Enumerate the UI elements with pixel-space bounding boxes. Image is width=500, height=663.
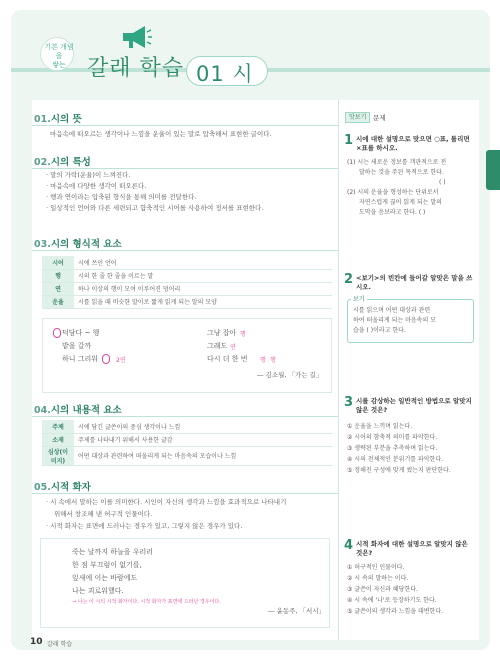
example-box-line: 시를 읽으며 어떤 대상과 관련 bbox=[353, 307, 431, 314]
lesson-title: 01 시 bbox=[196, 62, 254, 86]
table-row bbox=[42, 295, 332, 308]
list-item: · 일상적인 언어와 다른 세련되고 함축적인 시어를 사용하여 정서를 표현한다. bbox=[46, 204, 264, 212]
choice-item[interactable]: ② 시 속의 말하는 이다. bbox=[347, 575, 409, 582]
divider bbox=[32, 250, 338, 251]
section-3-title bbox=[34, 236, 122, 250]
poem-mark: 행 bbox=[260, 357, 266, 364]
practice-tag-title: 문제 bbox=[373, 114, 386, 122]
table-value: 주제를 나타내기 위해서 사용한 글감 bbox=[74, 433, 332, 446]
content-elements-table bbox=[42, 420, 332, 466]
table-key: 시어 bbox=[42, 256, 74, 269]
table-key: 소재 bbox=[42, 433, 74, 446]
poem-mark: 행 bbox=[270, 357, 276, 364]
choice-item[interactable]: ⑤ 정해진 구성에 맞게 썼는지 판단한다. bbox=[347, 467, 451, 474]
section-2-title bbox=[34, 154, 91, 168]
question-1-item: (2) 시의 운율을 형성하는 단위로서 bbox=[347, 189, 439, 196]
table-row bbox=[42, 420, 332, 433]
poem-line: 다시 더 한 번 bbox=[207, 355, 248, 363]
section-4-num: 04. bbox=[34, 405, 51, 416]
choice-item[interactable]: ③ 글쓴이 자신과 혜당한다. bbox=[347, 586, 418, 593]
choice-item[interactable]: ① 허구적인 인물이다. bbox=[347, 564, 405, 571]
list-item-continued: 위해서 창조해 낸 허구적 인물이다. bbox=[54, 510, 153, 518]
page-title: 갈래 학습 bbox=[87, 56, 185, 81]
table-row bbox=[42, 446, 332, 465]
rhythm-circle bbox=[102, 354, 110, 364]
poem-mark: 행 bbox=[240, 331, 246, 338]
section-5-heading: 시적 화자 bbox=[50, 482, 91, 493]
form-elements-table bbox=[42, 256, 332, 309]
poem-line: 나는 괴로워했다. bbox=[72, 587, 124, 595]
choice-item[interactable]: ② 시어의 함축적 의미를 파악한다. bbox=[347, 434, 438, 441]
section-1-num: 01. bbox=[34, 114, 51, 125]
question-4-number: 4 bbox=[344, 538, 354, 553]
example-box-label: 보기 bbox=[353, 296, 365, 303]
poem-line: 그래도 bbox=[207, 342, 228, 350]
poem-line: 그냥 잡아 bbox=[207, 329, 237, 337]
choice-item[interactable]: ③ 생략된 부분을 추측하며 읽는다. bbox=[347, 445, 438, 452]
practice-panel bbox=[338, 100, 479, 640]
badge-text bbox=[44, 43, 74, 70]
divider bbox=[32, 168, 338, 169]
practice-tag: 맛보기 bbox=[345, 112, 370, 123]
question-1-item: (1) 시는 새로운 정보를 객관적으로 전 bbox=[347, 159, 447, 166]
list-item-text: 시 속에서 말하는 이를 의미한다. 시인이 자신의 생각과 느낌을 효과적으로 나타내기 bbox=[50, 498, 287, 506]
list-item-text: 행과 연이라는 압축된 형식을 통해 의미를 전달한다. bbox=[50, 193, 197, 201]
table-value: 시를 읽을 때 비슷한 말이로 짧게 읽게 되는 말의 모양 bbox=[74, 295, 332, 308]
table-key: 주제 bbox=[42, 420, 74, 433]
question-1-item: 달하는 것을 주된 목적으로 한다. bbox=[359, 169, 444, 176]
table-row bbox=[42, 282, 332, 295]
section-4-title bbox=[34, 402, 122, 416]
answer-slot[interactable]: ( ) bbox=[439, 179, 446, 186]
list-item-text: 마음속에 다양한 생각이 떠오른다. bbox=[50, 182, 147, 190]
section-5-num: 05. bbox=[34, 482, 51, 493]
section-2-heading: 시의 특성 bbox=[50, 157, 91, 168]
section-1-title bbox=[34, 111, 82, 125]
poem-mark: 연 bbox=[230, 344, 236, 351]
list-item: · 말의 가락(운율)이 느껴진다. bbox=[46, 171, 131, 179]
table-value: 하나 이상의 행이 모여 이루어진 덩어리 bbox=[74, 282, 332, 295]
section-3-num: 03. bbox=[34, 239, 51, 250]
table-value: 시에 쓰인 언어 bbox=[74, 256, 332, 269]
question-1-text: 시에 대한 설명으로 맞으면 ○표, 틀리면 ×표를 하시오. bbox=[356, 135, 470, 152]
list-item-text: 시적 화자는 표면에 드러나는 경우가 있고, 그렇지 않은 경우가 있다. bbox=[50, 522, 243, 530]
poem-line: 한 점 부끄럼이 없기를, bbox=[72, 561, 142, 569]
choice-item[interactable]: ④ 시의 전체적인 분위기를 파악한다. bbox=[347, 456, 444, 463]
poem-line: 잎새에 이는 바람에도 bbox=[72, 574, 138, 582]
section-3-heading: 시의 형식적 요소 bbox=[50, 239, 122, 250]
poem-mark: 2연 bbox=[116, 357, 126, 364]
table-row bbox=[42, 433, 332, 446]
question-3-text: 시를 감상하는 일반적인 방법으로 알맞지 않은 것은? bbox=[356, 397, 472, 414]
poem-source: ― 김소월, 「가는 길」 bbox=[257, 371, 323, 379]
divider bbox=[32, 416, 338, 417]
badge-line1: 기본 개념을 bbox=[44, 43, 74, 60]
section-1-text: 마음속에 떠오르는 생각이나 느낌을 운율이 있는 말로 압축해서 표현한 글이다. bbox=[50, 130, 272, 138]
example-box-line: 습을 ( )이라고 한다. bbox=[353, 327, 406, 334]
poem-line: 밭을 갈까 bbox=[62, 342, 92, 350]
section-4-heading: 시의 내용적 요소 bbox=[50, 405, 122, 416]
page-number: 10 bbox=[30, 637, 43, 647]
badge-line2: 쌓는 bbox=[52, 61, 66, 69]
main-content bbox=[32, 100, 338, 640]
choice-item[interactable]: ① 운율을 느끼며 읽는다. bbox=[347, 423, 413, 430]
table-key: 행 bbox=[42, 269, 74, 282]
choice-item[interactable]: ⑤ 글쓴이의 생각과 느낌을 대변한다. bbox=[347, 608, 444, 615]
question-1-item: 자연스럽게 끊어 읽게 되는 말의 bbox=[359, 199, 442, 206]
poem-note: → 나는 이 시의 시적 화자이다. 시적 화자가 표면에 드러난 경우이다. bbox=[72, 599, 221, 605]
table-key: 심상(이미지) bbox=[42, 446, 74, 465]
table-key: 연 bbox=[42, 282, 74, 295]
question-1-number: 1 bbox=[344, 133, 354, 148]
list-item: · 행과 연이라는 압축된 형식을 통해 의미를 전달한다. bbox=[46, 193, 197, 201]
list-item: · 시적 화자는 표면에 드러나는 경우가 있고, 그렇지 않은 경우가 있다. bbox=[46, 522, 243, 530]
section-2-num: 02. bbox=[34, 157, 51, 168]
side-tab bbox=[486, 150, 500, 190]
poem-line: 덕담다 ~ 행 bbox=[62, 329, 100, 337]
question-4-text: 시적 화자에 대한 설명으로 알맞지 않은 것은? bbox=[356, 540, 468, 557]
table-value: 시의 한 줄 한 줄을 이르는 말 bbox=[74, 269, 332, 282]
divider bbox=[32, 125, 338, 126]
question-1-item: 도막을 음보라고 한다. ( ) bbox=[359, 209, 426, 216]
poem-source: ― 윤동주, 「서시」 bbox=[268, 607, 326, 615]
table-row bbox=[42, 256, 332, 269]
choice-item[interactable]: ④ 시 속에 '나'로 등장하기도 한다. bbox=[347, 597, 437, 604]
list-item: · 시 속에서 말하는 이를 의미한다. 시인이 자신의 생각과 느낌을 효과적으로 나타내기 bbox=[46, 498, 287, 506]
table-key: 운율 bbox=[42, 295, 74, 308]
table-value: 시에 담긴 글쓴이의 중심 생각이나 느낌 bbox=[74, 420, 332, 433]
list-item-text: 일상적인 언어와 다른 세련되고 함축적인 시어를 사용하여 정서를 표현한다. bbox=[50, 204, 264, 212]
section-1-heading: 시의 뜻 bbox=[50, 114, 82, 125]
megaphone-icon bbox=[119, 23, 153, 51]
table-value: 어떤 대상과 관련하여 떠올리게 되는 마음속의 모습이나 느낌 bbox=[74, 446, 332, 465]
section-5-title bbox=[34, 479, 91, 493]
list-item: · 마음속에 다양한 생각이 떠오른다. bbox=[46, 182, 147, 190]
poem-line: 하니 그리워 bbox=[62, 355, 99, 363]
question-2-text: <보기>의 빈칸에 들어갈 알맞은 말을 쓰시오. bbox=[356, 274, 473, 291]
question-2-number: 2 bbox=[344, 272, 354, 287]
rhythm-circle bbox=[53, 328, 61, 338]
question-3-number: 3 bbox=[344, 395, 354, 410]
poem-line: 죽는 날까지 하늘을 우러러 bbox=[72, 548, 154, 556]
page-label: 갈래 학습 bbox=[47, 641, 73, 648]
example-box-line: 하여 떠올리게 되는 마음속의 모 bbox=[353, 317, 436, 324]
table-row bbox=[42, 269, 332, 282]
divider bbox=[32, 493, 338, 494]
list-item-text: 말의 가락(운율)이 느껴진다. bbox=[50, 171, 131, 179]
